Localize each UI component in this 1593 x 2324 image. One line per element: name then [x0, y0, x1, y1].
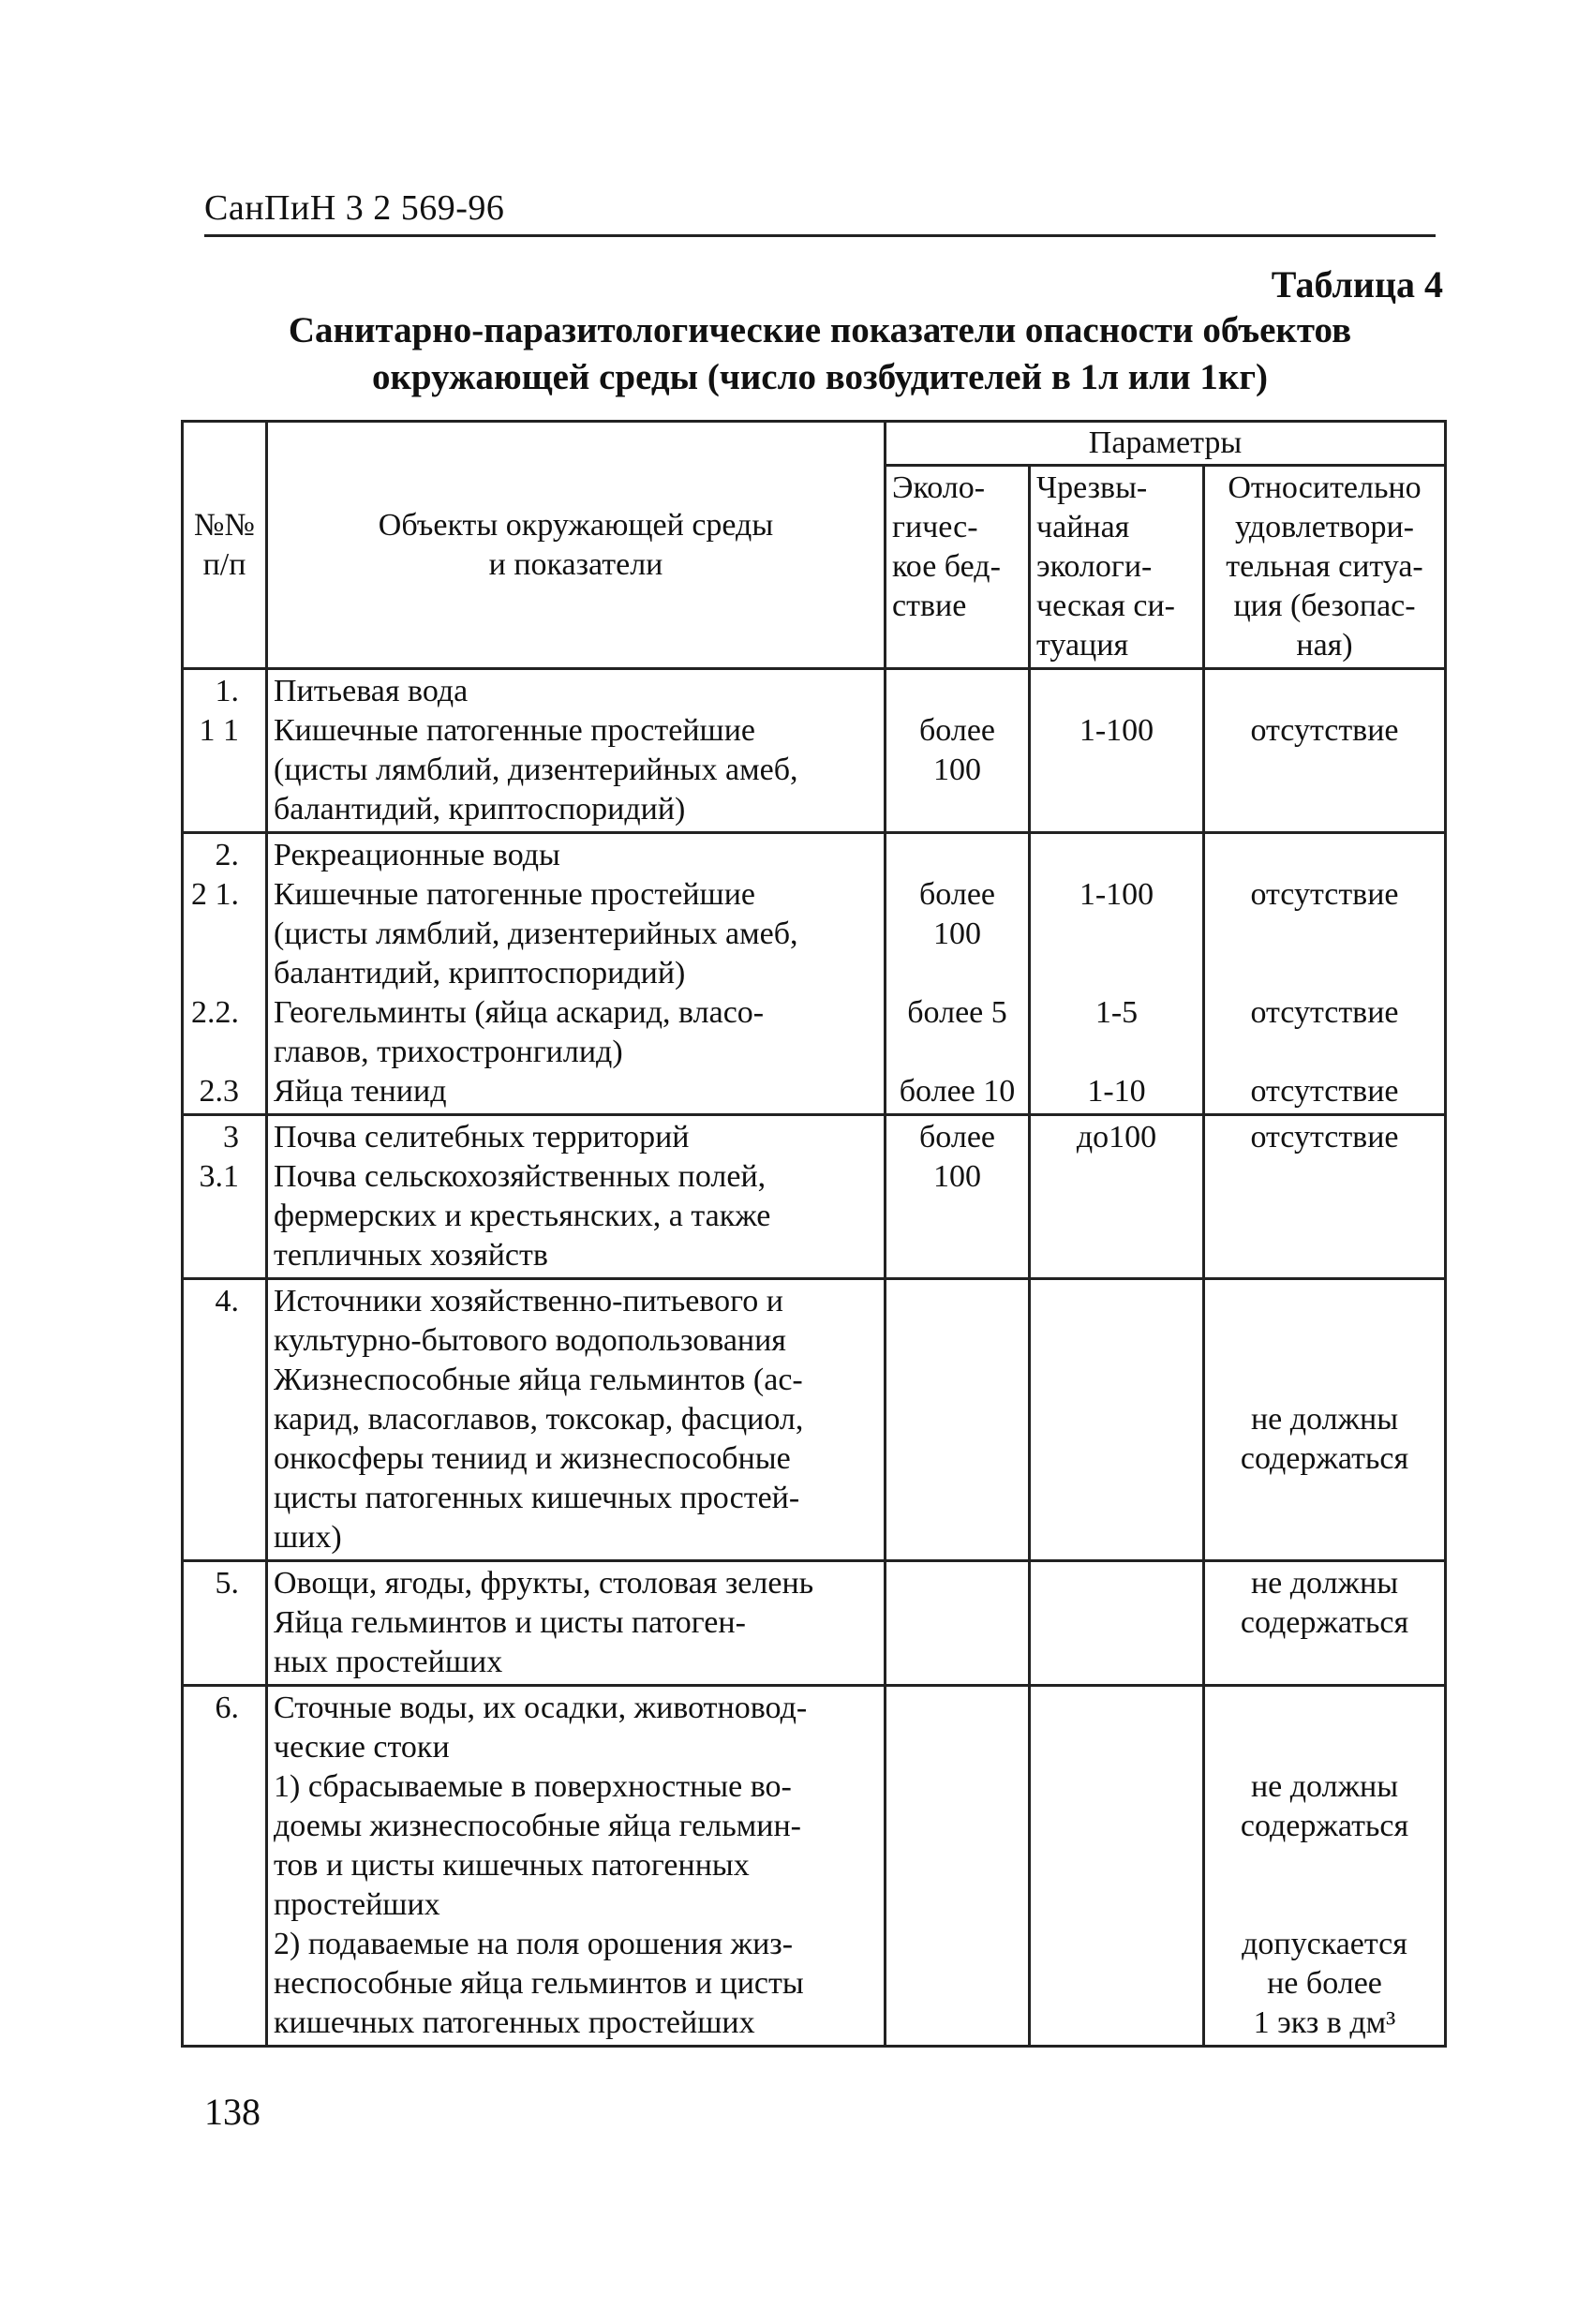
cell-line: содержаться [1240, 1605, 1409, 1640]
cell-line [1211, 672, 1438, 711]
cell-line [1211, 1282, 1438, 1321]
row-number-cell [183, 1115, 267, 1279]
table-row [183, 1686, 1446, 2047]
cell-line: более 10 [899, 1074, 1016, 1109]
cell-line: 3.1 [199, 1159, 239, 1194]
cell-line: 1-100 [1079, 713, 1154, 748]
col-header-objects [267, 422, 886, 669]
cell-line: ция (безопас- [1233, 588, 1416, 623]
cell-line: ческие стоки [274, 1730, 450, 1765]
col-header-num [183, 422, 267, 669]
cell-line: главов, трихостронгилид) [274, 1035, 623, 1069]
row-object-cell [267, 1561, 886, 1686]
cell-line: отсутствие [1250, 1074, 1399, 1109]
row-satisfactory-cell [1204, 669, 1446, 833]
row-number-cell [183, 1279, 267, 1561]
cell-line [1036, 672, 1197, 711]
cell-line: 1. [215, 674, 239, 708]
cell-line: и показатели [488, 546, 663, 582]
cell-line: ших) [274, 1520, 342, 1555]
row-disaster-cell [886, 1561, 1030, 1686]
cell-line: карид, власоглавов, токсокар, фасциол, [274, 1402, 804, 1437]
cell-line: допускается [1242, 1927, 1407, 1961]
row-emergency-cell [1030, 1686, 1204, 2047]
cell-line [1211, 1846, 1438, 1885]
row-number-cell [183, 669, 267, 833]
cell-line [892, 954, 1022, 993]
cell-line: Сточные воды, их осадки, животновод- [274, 1691, 808, 1725]
cell-line: Жизнеспособные яйца гельминтов (ас- [274, 1363, 803, 1397]
cell-line [189, 1033, 239, 1072]
cell-line: 3 [223, 1120, 239, 1155]
cell-line: неспособные яйца гельминтов и цисты [274, 1966, 804, 2001]
cell-line [892, 672, 1022, 711]
cell-line: кишечных патогенных простейших [274, 2005, 755, 2040]
row-emergency-cell [1030, 833, 1204, 1115]
cell-line: Чрезвы- [1036, 470, 1148, 505]
row-number-cell [183, 1561, 267, 1686]
table-title-line-2: окружающей среды (число возбудителей в 1л или 1кг) [371, 357, 1269, 397]
cell-line [1211, 1361, 1438, 1400]
row-emergency-cell [1030, 1115, 1204, 1279]
cell-line [1211, 1321, 1438, 1361]
row-object-cell [267, 833, 886, 1115]
cell-line: Источники хозяйственно-питьевого и [274, 1284, 783, 1318]
cell-line: не должны [1250, 1402, 1399, 1437]
cell-line: культурно-бытового водопользования [274, 1323, 786, 1358]
cell-line: онкосферы тениид и жизнеспособные [274, 1441, 791, 1476]
row-satisfactory-cell [1204, 1279, 1446, 1561]
cell-line: удовлетвори- [1234, 510, 1415, 544]
cell-line: доемы жизнеспособные яйца гельмин- [274, 1809, 801, 1843]
cell-line: отсутствие [1250, 877, 1399, 912]
cell-line: 1) сбрасываемые в поверхностные во- [274, 1769, 792, 1804]
cell-line: Объекты окружающей среды [378, 507, 774, 543]
cell-line: Овощи, ягоды, фрукты, столовая зелень [274, 1566, 814, 1601]
row-number-cell [183, 1686, 267, 2047]
parasitology-table [181, 420, 1447, 2048]
cell-line [1211, 1885, 1438, 1925]
row-disaster-cell [886, 1686, 1030, 2047]
cell-line [189, 954, 239, 993]
cell-line: Почва сельскохозяйственных полей, [274, 1159, 767, 1194]
cell-line: 1 экз в дм³ [1253, 2005, 1396, 2040]
col-header-emergency [1030, 466, 1204, 669]
table-title [187, 307, 1452, 401]
cell-line: 1 1 [199, 713, 239, 748]
row-disaster-cell [886, 1279, 1030, 1561]
row-object-cell [267, 669, 886, 833]
row-object-cell [267, 1115, 886, 1279]
cell-line: ная) [1296, 628, 1353, 663]
cell-line: Кишечные патогенные простейшие [274, 877, 756, 912]
cell-line [1211, 836, 1438, 875]
cell-line [892, 1033, 1022, 1072]
cell-line [1036, 836, 1197, 875]
cell-line: балантидий, криптоспоридий) [274, 792, 686, 827]
cell-line [1211, 1689, 1438, 1728]
cell-line: более [919, 1120, 995, 1155]
row-emergency-cell [1030, 669, 1204, 833]
row-number-cell [183, 833, 267, 1115]
cell-line [1211, 1728, 1438, 1767]
cell-line: 4. [215, 1284, 239, 1318]
cell-line: №№ [194, 507, 255, 543]
row-object-cell [267, 1279, 886, 1561]
cell-line: (цисты лямблий, дизентерийных амеб, [274, 752, 798, 787]
row-disaster-cell [886, 1115, 1030, 1279]
cell-line: 1-5 [1094, 995, 1139, 1030]
cell-line: ческая си- [1036, 588, 1175, 623]
row-satisfactory-cell [1204, 833, 1446, 1115]
running-header: СанПиН 3 2 569-96 [204, 188, 505, 228]
cell-line [189, 915, 239, 954]
cell-line: отсутствие [1250, 995, 1399, 1030]
cell-line: содержаться [1240, 1809, 1409, 1843]
cell-line: отсутствие [1250, 1120, 1399, 1155]
cell-line: Геогельминты (яйца аскарид, власо- [274, 995, 765, 1030]
cell-line: не должны [1250, 1566, 1399, 1601]
table-title-line-1: Санитарно-паразитологические показатели опасности объектов [288, 310, 1352, 350]
cell-line [892, 836, 1022, 875]
cell-line: содержаться [1240, 1441, 1409, 1476]
page-number: 138 [204, 2091, 261, 2133]
cell-line: Кишечные патогенные простейшие [274, 713, 756, 748]
cell-line: 1-100 [1079, 877, 1154, 912]
cell-line: не более [1267, 1966, 1382, 2001]
cell-line: ных простейших [274, 1645, 503, 1679]
cell-line [1036, 1033, 1197, 1072]
cell-line: 100 [933, 752, 981, 787]
cell-line: фермерских и крестьянских, а также [274, 1199, 771, 1233]
cell-line: туация [1036, 628, 1129, 663]
cell-line: 1-10 [1087, 1074, 1146, 1109]
cell-line: не должны [1250, 1769, 1399, 1804]
row-disaster-cell [886, 833, 1030, 1115]
cell-line: чайная [1036, 510, 1130, 544]
cell-line [1036, 954, 1197, 993]
col-header-satisfactory [1204, 466, 1446, 669]
cell-line: 2.2. [191, 995, 239, 1030]
table-row [183, 1115, 1446, 1279]
table-row [183, 669, 1446, 833]
cell-line: Относительно [1228, 470, 1422, 505]
header-row-1 [183, 422, 1446, 466]
cell-line: цисты патогенных кишечных простей- [274, 1481, 800, 1515]
row-satisfactory-cell [1204, 1115, 1446, 1279]
cell-line: Яйца гельминтов и цисты патоген- [274, 1605, 746, 1640]
row-emergency-cell [1030, 1561, 1204, 1686]
cell-line: Яйца тениид [274, 1074, 447, 1109]
table-row [183, 833, 1446, 1115]
col-header-params: Параметры [886, 422, 1446, 466]
cell-line: тов и цисты кишечных патогенных [274, 1848, 750, 1883]
cell-line: 2) подаваемые на поля орошения жиз- [274, 1927, 794, 1961]
cell-line [1211, 954, 1438, 993]
cell-line: 2 1. [191, 877, 239, 912]
cell-line: п/п [202, 546, 246, 582]
table-row [183, 1561, 1446, 1686]
cell-line: 100 [933, 1159, 981, 1194]
row-satisfactory-cell [1204, 1686, 1446, 2047]
row-satisfactory-cell [1204, 1561, 1446, 1686]
row-object-cell [267, 1686, 886, 2047]
cell-line: Эколо- [892, 470, 986, 505]
table-number: Таблица 4 [1271, 263, 1443, 305]
cell-line: тепличных хозяйств [274, 1238, 548, 1273]
cell-line: (цисты лямблий, дизентерийных амеб, [274, 916, 798, 951]
cell-line [1211, 915, 1438, 954]
cell-line: 5. [215, 1566, 239, 1601]
row-emergency-cell [1030, 1279, 1204, 1561]
cell-line: 2. [215, 838, 239, 872]
cell-line: более 5 [907, 995, 1007, 1030]
cell-line: простейших [274, 1887, 440, 1922]
cell-line: более [919, 713, 995, 748]
cell-line: Рекреационные воды [274, 838, 560, 872]
header-rule [204, 234, 1436, 237]
cell-line: тельная ситуа- [1226, 549, 1423, 584]
cell-line [1211, 1033, 1438, 1072]
cell-line: ствие [892, 588, 967, 623]
cell-line: балантидий, криптоспоридий) [274, 956, 686, 991]
cell-line: до100 [1076, 1120, 1157, 1155]
cell-line: Питьевая вода [274, 674, 469, 708]
table-row [183, 1279, 1446, 1561]
cell-line: экологи- [1036, 549, 1153, 584]
cell-line [1036, 915, 1197, 954]
cell-line: 2.3 [199, 1074, 239, 1109]
row-disaster-cell [886, 669, 1030, 833]
cell-line: кое бед- [892, 549, 1001, 584]
cell-line: 6. [215, 1691, 239, 1725]
cell-line: отсутствие [1250, 713, 1399, 748]
cell-line: гичес- [892, 510, 978, 544]
cell-line: Почва селитебных территорий [274, 1120, 690, 1155]
cell-line: более [919, 877, 995, 912]
cell-line: 100 [933, 916, 981, 951]
col-header-disaster [886, 466, 1030, 669]
